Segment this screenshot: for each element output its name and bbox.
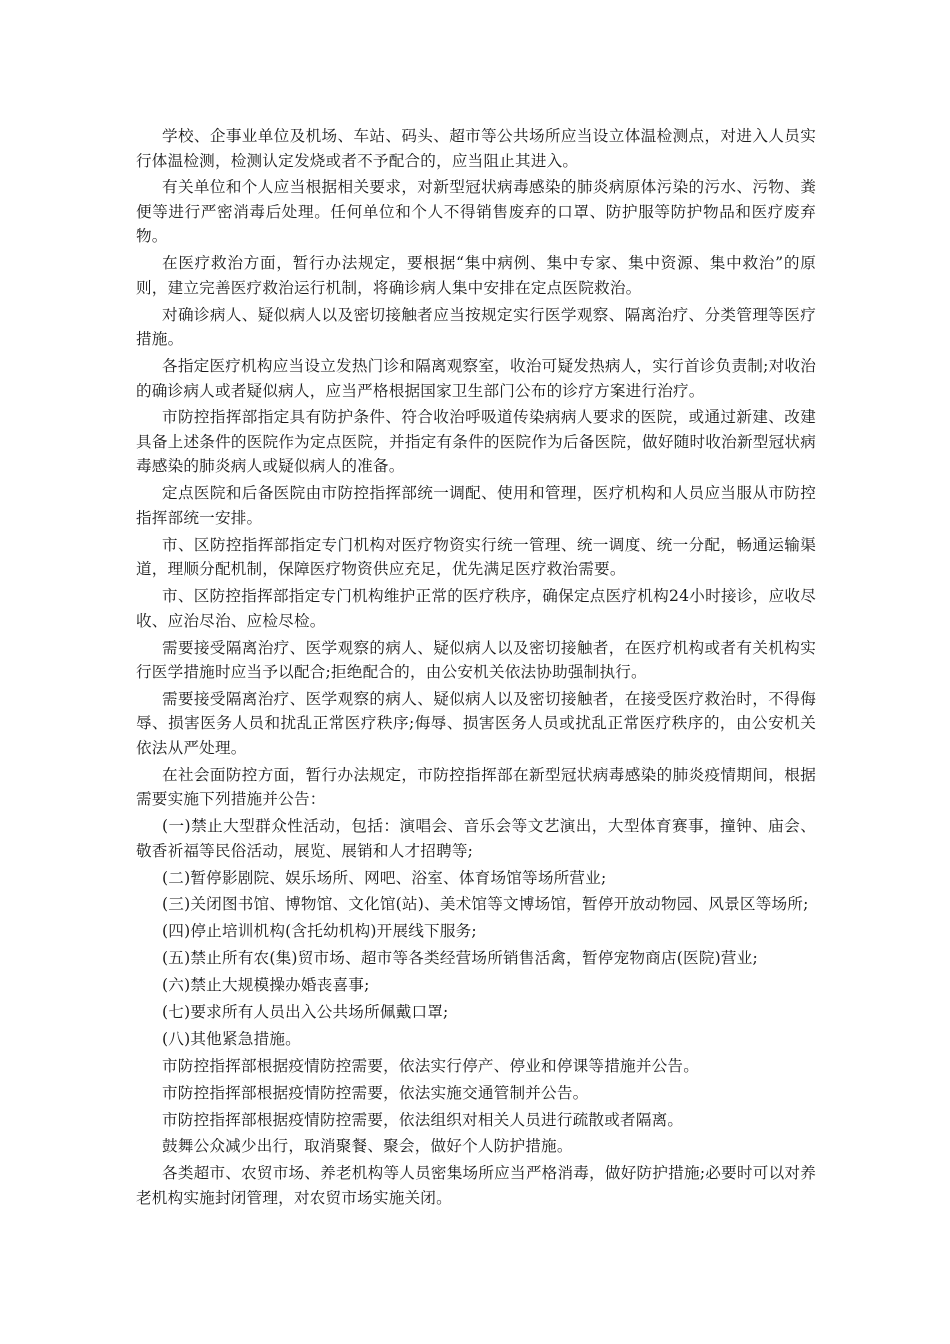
paragraph-16: 鼓舞公众减少出行，取消聚餐、聚会，做好个人防护措施。 (162, 1137, 573, 1156)
list-item-6: (六)禁止大规模操办婚丧喜事; (162, 976, 370, 995)
paragraph-17: 各类超市、农贸市场、养老机构等人员密集场所应当严格消毒，做好防护措施;必要时可以对养老机构实施封闭管理，对农贸市场实施关闭。 (136, 1164, 816, 1207)
paragraph-14: 市防控指挥部根据疫情防控需要，依法实施交通管制并公告。 (162, 1083, 589, 1102)
paragraph-6: 市防控指挥部指定具有防护条件、符合收治呼吸道传染病病人要求的医院，或通过新建、改建具备上述条件的医院作为定点医院，并指定有条件的医院作为后备医院，做好随时收治新型冠状病毒感染的肺炎病人或疑似病人的准备。 (136, 408, 816, 476)
paragraph-13: 市防控指挥部根据疫情防控需要，依法实行停产、停业和停课等措施并公告。 (162, 1056, 699, 1075)
paragraph-2: 有关单位和个人应当根据相关要求，对新型冠状病毒感染的肺炎病原体污染的污水、污物、粪便等进行严密消毒后处理。任何单位和个人不得销售废弃的口罩、防护服等防护物品和医疗废弃物。 (136, 178, 816, 246)
paragraph-5: 各指定医疗机构应当设立发热门诊和隔离观察室，收治可疑发热病人，实行首诊负责制;对收治的确诊病人或者疑似病人，应当严格根据国家卫生部门公布的诊疗方案进行治疗。 (136, 357, 816, 400)
paragraph-8: 市、区防控指挥部指定专门机构对医疗物资实行统一管理、统一调度、统一分配，畅通运输渠道，理顺分配机制，保障医疗物资供应充足，优先满足医疗救治需要。 (136, 535, 816, 579)
list-item-7: (七)要求所有人员出入公共场所佩戴口罩; (162, 1003, 449, 1022)
list-item-2: (二)暂停影剧院、娱乐场所、网吧、浴室、体育场馆等场所营业; (162, 868, 607, 887)
list-item-5: (五)禁止所有农(集)贸市场、超市等各类经营场所销售活禽，暂停宠物商店(医院)营业; (162, 949, 758, 968)
paragraph-11: 需要接受隔离治疗、医学观察的病人、疑似病人以及密切接触者，在接受医疗救治时，不得侮辱、损害医务人员和扰乱正常医疗秩序;侮辱、损害医务人员或扰乱正常医疗秩序的，由公安机关依法从严处理。 (136, 689, 816, 757)
paragraph-12: 在社会面防控方面，暂行办法规定，市防控指挥部在新型冠状病毒感染的肺炎疫情期间，根据需要实施下列措施并公告： (136, 765, 816, 809)
paragraph-7: 定点医院和后备医院由市防控指挥部统一调配、使用和管理，医疗机构和人员应当服从市防控指挥部统一安排。 (136, 484, 816, 527)
list-item-8: (八)其他紧急措施。 (162, 1029, 301, 1048)
paragraph-9: 市、区防控指挥部指定专门机构维护正常的医疗秩序，确保定点医疗机构24小时接诊，应收尽收、应治尽治、应检尽检。 (136, 587, 816, 630)
list-item-3: (三)关闭图书馆、博物馆、文化馆(站)、美术馆等文博场馆，暂停开放动物园、风景区等场所; (162, 895, 809, 914)
document-body (136, 124, 816, 1213)
paragraph-4: 对确诊病人、疑似病人以及密切接触者应当按规定实行医学观察、隔离治疗、分类管理等医疗措施。 (136, 305, 816, 349)
list-item-1: (一)禁止大型群众性活动，包括：演唱会、音乐会等文艺演出，大型体育赛事，撞钟、庙会、敬香祈福等民俗活动，展览、展销和人才招聘等; (136, 817, 816, 860)
paragraph-15: 市防控指挥部根据疫情防控需要，依法组织对相关人员进行疏散或者隔离。 (162, 1110, 684, 1129)
list-item-4: (四)停止培训机构(含托幼机构)开展线下服务; (162, 922, 477, 941)
paragraph-1: 学校、企事业单位及机场、车站、码头、超市等公共场所应当设立体温检测点，对进入人员实行体温检测，检测认定发烧或者不予配合的，应当阻止其进入。 (136, 127, 816, 170)
paragraph-3: 在医疗救治方面，暂行办法规定，要根据“集中病例、集中专家、集中资源、集中救治”的原则，建立完善医疗救治运行机制，将确诊病人集中安排在定点医院救治。 (136, 254, 816, 297)
paragraph-10: 需要接受隔离治疗、医学观察的病人、疑似病人以及密切接触者，在医疗机构或者有关机构实行医学措施时应当予以配合;拒绝配合的，由公安机关依法协助强制执行。 (136, 638, 816, 682)
